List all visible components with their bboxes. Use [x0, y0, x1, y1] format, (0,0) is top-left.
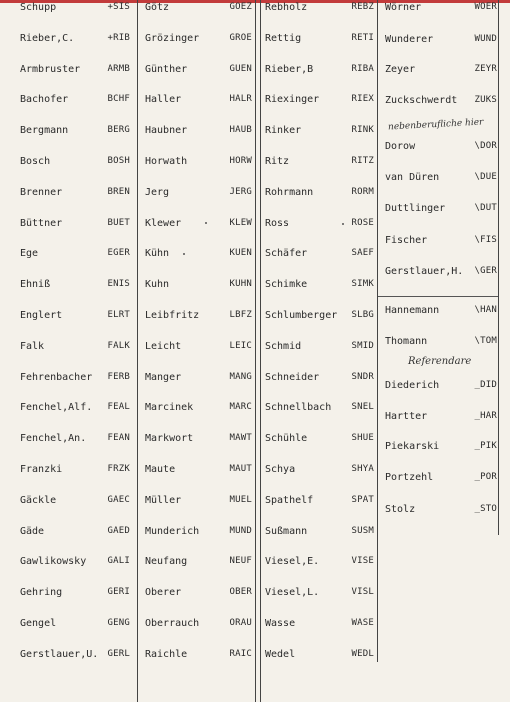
- person-name: Stolz: [385, 504, 416, 515]
- person-code: WUND: [474, 34, 497, 44]
- person-code: BOSH: [107, 156, 130, 166]
- list-item: [145, 495, 252, 509]
- person-code: _DID: [474, 380, 497, 390]
- person-code: \DOR: [474, 141, 497, 151]
- person-code: GERL: [107, 649, 130, 659]
- person-name: Portzehl: [385, 472, 434, 483]
- person-name: Gerstlauer,U.: [20, 649, 99, 660]
- list-item: [20, 341, 130, 355]
- person-code: SUSM: [351, 526, 374, 536]
- person-name: Wörner: [385, 2, 422, 13]
- person-code: RIBA: [351, 64, 374, 74]
- list-item: [265, 64, 374, 78]
- list-item: [265, 495, 374, 509]
- list-item: [145, 125, 252, 139]
- person-name: van Düren: [385, 172, 440, 183]
- person-name: Jerg: [145, 187, 170, 198]
- person-name: Rettig: [265, 33, 302, 44]
- person-code: SIMK: [351, 279, 374, 289]
- person-name: Schlumberger: [265, 310, 338, 321]
- person-code: GAEC: [107, 495, 130, 505]
- person-name: Müller: [145, 495, 182, 506]
- person-name: Fischer: [385, 235, 428, 246]
- person-code: LBFZ: [229, 310, 252, 320]
- person-name: Sußmann: [265, 526, 308, 537]
- person-code: FEAL: [107, 402, 130, 412]
- person-code: SHUE: [351, 433, 374, 443]
- person-name: Haller: [145, 94, 182, 105]
- person-name: Schupp: [20, 2, 57, 13]
- person-code: \DUE: [474, 172, 497, 182]
- person-code: +RIB: [107, 33, 130, 43]
- list-item: [385, 235, 497, 249]
- person-name: Grözinger: [145, 33, 200, 44]
- person-name: Fenchel,Alf.: [20, 402, 93, 413]
- person-name: Wasse: [265, 618, 296, 629]
- person-code: MUEL: [229, 495, 252, 505]
- person-code: +SIS: [107, 2, 130, 12]
- list-item: [20, 248, 130, 262]
- person-code: _POR: [474, 472, 497, 482]
- person-code: BUET: [107, 218, 130, 228]
- person-name: Viesel,L.: [265, 587, 320, 598]
- person-code: WOER: [474, 2, 497, 12]
- stray-mark: [183, 253, 185, 255]
- person-code: \FIS: [474, 235, 497, 245]
- person-name: Brenner: [20, 187, 63, 198]
- person-name: Leicht: [145, 341, 182, 352]
- list-item: [20, 618, 130, 632]
- list-item: [145, 649, 252, 663]
- stray-mark: [205, 222, 207, 224]
- person-name: Manger: [145, 372, 182, 383]
- list-item: [385, 95, 497, 109]
- person-code: BERG: [107, 125, 130, 135]
- person-code: LEIC: [229, 341, 252, 351]
- person-code: KLEW: [229, 218, 252, 228]
- person-code: SHYA: [351, 464, 374, 474]
- person-code: GERI: [107, 587, 130, 597]
- list-item: [265, 372, 374, 386]
- list-item: [20, 156, 130, 170]
- person-code: RORM: [351, 187, 374, 197]
- person-code: FALK: [107, 341, 130, 351]
- person-code: ORAU: [229, 618, 252, 628]
- person-name: Hannemann: [385, 305, 440, 316]
- person-code: MARC: [229, 402, 252, 412]
- list-item: [145, 156, 252, 170]
- person-code: FEAN: [107, 433, 130, 443]
- person-name: Schya: [265, 464, 296, 475]
- person-code: HALR: [229, 94, 252, 104]
- list-item: [265, 556, 374, 570]
- person-code: WEDL: [351, 649, 374, 659]
- list-item: [20, 94, 130, 108]
- list-item: [145, 94, 252, 108]
- person-code: WASE: [351, 618, 374, 628]
- list-item: [145, 618, 252, 632]
- list-item: [385, 266, 497, 280]
- person-code: BREN: [107, 187, 130, 197]
- list-item: [20, 218, 130, 232]
- person-code: GROE: [229, 33, 252, 43]
- list-item: [385, 141, 497, 155]
- person-name: Gawlikowsky: [20, 556, 87, 567]
- person-name: Gäde: [20, 526, 45, 537]
- person-code: \DUT: [474, 203, 497, 213]
- person-name: Gerstlauer,H.: [385, 266, 464, 277]
- person-code: ZUKS: [474, 95, 497, 105]
- person-name: Fehrenbacher: [20, 372, 93, 383]
- person-name: Armbruster: [20, 64, 81, 75]
- person-name: Gäckle: [20, 495, 57, 506]
- list-item: [145, 279, 252, 293]
- list-item: [265, 248, 374, 262]
- list-item: [265, 618, 374, 632]
- person-name: Schühle: [265, 433, 308, 444]
- column-divider: [255, 0, 256, 702]
- person-code: KUHN: [229, 279, 252, 289]
- list-item: [265, 341, 374, 355]
- list-item: [385, 2, 497, 16]
- person-name: Viesel,E.: [265, 556, 320, 567]
- person-code: \GER: [474, 266, 497, 276]
- person-name: Markwort: [145, 433, 194, 444]
- person-code: HAUB: [229, 125, 252, 135]
- list-item: [385, 305, 497, 319]
- list-item: [265, 187, 374, 201]
- list-item: [20, 64, 130, 78]
- person-code: _PIK: [474, 441, 497, 451]
- list-item: [20, 495, 130, 509]
- list-item: [145, 372, 252, 386]
- person-code: REBZ: [351, 2, 374, 12]
- list-item: [20, 187, 130, 201]
- list-item: [265, 279, 374, 293]
- list-item: [145, 310, 252, 324]
- list-item: [265, 310, 374, 324]
- person-name: Ritz: [265, 156, 290, 167]
- list-item: [385, 172, 497, 186]
- person-name: Schimke: [265, 279, 308, 290]
- person-code: GAED: [107, 526, 130, 536]
- person-code: _HAR: [474, 411, 497, 421]
- person-name: Schäfer: [265, 248, 308, 259]
- list-item: [385, 411, 497, 425]
- person-name: Franzki: [20, 464, 63, 475]
- list-item: [145, 402, 252, 416]
- list-item: [385, 472, 497, 486]
- person-code: ARMB: [107, 64, 130, 74]
- list-item: [265, 649, 374, 663]
- person-code: EGER: [107, 248, 130, 258]
- person-name: Wedel: [265, 649, 296, 660]
- person-name: Zeyer: [385, 64, 416, 75]
- person-name: Rebholz: [265, 2, 308, 13]
- person-name: Oberer: [145, 587, 182, 598]
- list-item: [145, 2, 252, 16]
- list-item: [20, 649, 130, 663]
- person-code: GUEN: [229, 64, 252, 74]
- list-item: [145, 341, 252, 355]
- person-code: GALI: [107, 556, 130, 566]
- person-name: Kuhn: [145, 279, 170, 290]
- person-name: Gehring: [20, 587, 63, 598]
- person-name: Diederich: [385, 380, 440, 391]
- person-name: Rieber,B: [265, 64, 314, 75]
- person-name: Horwath: [145, 156, 188, 167]
- person-name: Ege: [20, 248, 39, 259]
- list-item: [265, 156, 374, 170]
- person-code: MUND: [229, 526, 252, 536]
- person-code: MAWT: [229, 433, 252, 443]
- person-name: Piekarski: [385, 441, 440, 452]
- list-item: [385, 64, 497, 78]
- list-item: [145, 464, 252, 478]
- person-code: RAIC: [229, 649, 252, 659]
- person-name: Munderich: [145, 526, 200, 537]
- list-item: [265, 33, 374, 47]
- person-name: Bergmann: [20, 125, 69, 136]
- person-name: Englert: [20, 310, 63, 321]
- list-item: [385, 504, 497, 518]
- column-divider: [137, 0, 138, 702]
- list-item: [20, 2, 130, 16]
- list-item: [20, 464, 130, 478]
- list-item: [265, 218, 374, 232]
- person-name: Dorow: [385, 141, 416, 152]
- person-name: Schmid: [265, 341, 302, 352]
- list-item: [20, 279, 130, 293]
- handwritten-note: nebenberufliche hier: [387, 117, 484, 133]
- person-name: Rohrmann: [265, 187, 314, 198]
- list-item: [265, 526, 374, 540]
- list-item: [385, 380, 497, 394]
- list-item: [20, 587, 130, 601]
- person-name: Duttlinger: [385, 203, 446, 214]
- person-name: Zuckschwerdt: [385, 95, 458, 106]
- person-code: HORW: [229, 156, 252, 166]
- person-name: Oberrauch: [145, 618, 200, 629]
- person-code: OBER: [229, 587, 252, 597]
- list-item: [265, 464, 374, 478]
- person-code: RETI: [351, 33, 374, 43]
- person-code: ELRT: [107, 310, 130, 320]
- person-name: Thomann: [385, 336, 428, 347]
- list-item: [265, 125, 374, 139]
- person-code: GOEZ: [229, 2, 252, 12]
- list-item: [265, 402, 374, 416]
- person-code: VISE: [351, 556, 374, 566]
- list-item: [145, 187, 252, 201]
- person-code: SAEF: [351, 248, 374, 258]
- stray-mark: [342, 223, 344, 225]
- list-item: [145, 218, 252, 232]
- person-name: Ross: [265, 218, 290, 229]
- list-item: [265, 2, 374, 16]
- person-code: \TOM: [474, 336, 497, 346]
- list-item: [385, 441, 497, 455]
- person-code: BCHF: [107, 94, 130, 104]
- person-name: Marcinek: [145, 402, 194, 413]
- person-name: Büttner: [20, 218, 63, 229]
- person-name: Rieber,C.: [20, 33, 75, 44]
- list-item: [385, 34, 497, 48]
- column-divider: [498, 0, 499, 535]
- person-code: NEUF: [229, 556, 252, 566]
- person-name: Bachofer: [20, 94, 69, 105]
- handwritten-note: Referendare: [408, 356, 472, 367]
- person-code: _STO: [474, 504, 497, 514]
- person-code: SLBG: [351, 310, 374, 320]
- person-code: VISL: [351, 587, 374, 597]
- person-code: SMID: [351, 341, 374, 351]
- person-code: RINK: [351, 125, 374, 135]
- list-item: [145, 556, 252, 570]
- person-code: FRZK: [107, 464, 130, 474]
- list-item: [145, 248, 252, 262]
- list-item: [145, 526, 252, 540]
- person-name: Rinker: [265, 125, 302, 136]
- person-name: Falk: [20, 341, 45, 352]
- person-code: ZEYR: [474, 64, 497, 74]
- list-item: [265, 587, 374, 601]
- group-separator: [378, 296, 498, 297]
- list-item: [385, 203, 497, 217]
- person-code: SNEL: [351, 402, 374, 412]
- person-code: FERB: [107, 372, 130, 382]
- list-item: [20, 33, 130, 47]
- person-name: Schneider: [265, 372, 320, 383]
- person-name: Ehniß: [20, 279, 51, 290]
- person-code: RIEX: [351, 94, 374, 104]
- person-code: MANG: [229, 372, 252, 382]
- person-code: RITZ: [351, 156, 374, 166]
- person-name: Wunderer: [385, 34, 434, 45]
- list-item: [20, 402, 130, 416]
- list-item: [20, 310, 130, 324]
- person-name: Kühn: [145, 248, 170, 259]
- person-name: Schnellbach: [265, 402, 332, 413]
- person-name: Hartter: [385, 411, 428, 422]
- person-code: SNDR: [351, 372, 374, 382]
- person-name: Riexinger: [265, 94, 320, 105]
- person-name: Neufang: [145, 556, 188, 567]
- person-name: Maute: [145, 464, 176, 475]
- person-name: Bosch: [20, 156, 51, 167]
- person-name: Raichle: [145, 649, 188, 660]
- list-item: [385, 336, 497, 350]
- list-item: [265, 94, 374, 108]
- list-item: [20, 372, 130, 386]
- person-name: Gengel: [20, 618, 57, 629]
- person-code: MAUT: [229, 464, 252, 474]
- person-name: Klewer: [145, 218, 182, 229]
- list-item: [20, 433, 130, 447]
- person-code: ENIS: [107, 279, 130, 289]
- person-name: Spathelf: [265, 495, 314, 506]
- list-item: [145, 587, 252, 601]
- person-code: SPAT: [351, 495, 374, 505]
- list-item: [20, 556, 130, 570]
- column-divider: [260, 0, 261, 702]
- list-item: [145, 33, 252, 47]
- person-code: ROSE: [351, 218, 374, 228]
- person-code: \HAN: [474, 305, 497, 315]
- list-item: [20, 125, 130, 139]
- list-item: [265, 433, 374, 447]
- person-name: Götz: [145, 2, 170, 13]
- person-code: KUEN: [229, 248, 252, 258]
- person-name: Haubner: [145, 125, 188, 136]
- person-code: GENG: [107, 618, 130, 628]
- column-divider: [377, 0, 378, 662]
- person-name: Fenchel,An.: [20, 433, 87, 444]
- person-name: Günther: [145, 64, 188, 75]
- list-item: [145, 64, 252, 78]
- list-item: [145, 433, 252, 447]
- list-item: [20, 526, 130, 540]
- person-code: JERG: [229, 187, 252, 197]
- person-name: Leibfritz: [145, 310, 200, 321]
